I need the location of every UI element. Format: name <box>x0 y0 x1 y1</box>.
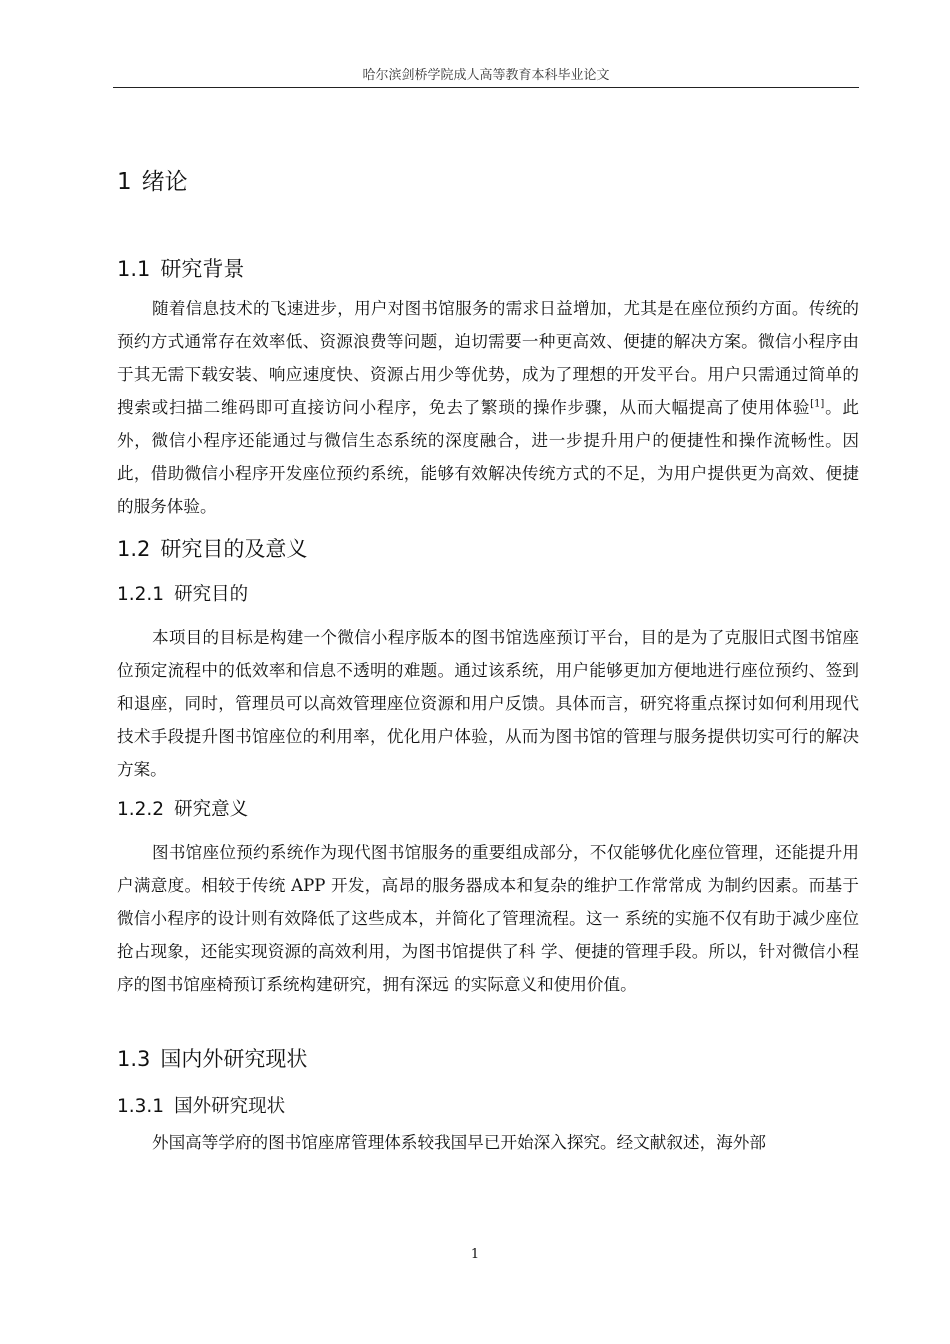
paragraph-text-part-a: 随着信息技术的飞速进步，用户对图书馆服务的需求日益增加，尤其是在座位预约方面。传统的预约方式通常存在效率低、资源浪费等问题，迫切需要一种更高效、便捷的解决方案。微信小程序由于其无需下载安装、响应速度快、资源占用少等优势，成为了理想的开发平台。用户只需通过简单的搜索或扫描二维码即可直接访问小程序，免去了繁琐的操作步骤，从而大幅提高了使用体验 <box>117 299 859 417</box>
section-number: 1.1 <box>117 257 151 281</box>
subsection-number: 1.2.1 <box>117 584 165 605</box>
subsection-title: 国外研究现状 <box>174 1096 286 1117</box>
subsection-number: 1.2.2 <box>117 799 165 820</box>
subsection-heading-1-2-2 <box>117 795 248 821</box>
running-header: 哈尔滨剑桥学院成人高等教育本科毕业论文 <box>362 68 610 83</box>
paragraph-background <box>117 292 859 523</box>
section-title: 研究目的及意义 <box>160 537 308 561</box>
subsection-title: 研究意义 <box>174 799 249 820</box>
citation-ref: [1] <box>810 398 825 410</box>
subsection-title: 研究目的 <box>174 584 249 605</box>
section-heading-1-1 <box>117 253 244 283</box>
paragraph-foreign-research: 外国高等学府的图书馆座席管理体系较我国早已开始深入探究。经文献叙述，海外部 <box>152 1133 766 1152</box>
paragraph-purpose: 本项目的目标是构建一个微信小程序版本的图书馆选座预订平台，目的是为了克服旧式图书馆座位预定流程中的低效率和信息不透明的难题。通过该系统，用户能够更加方便地进行座位预约、签到和退座，同时，管理员可以高效管理座位资源和用户反馈。具体而言，研究将重点探讨如何利用现代技术手段提升图书馆座位的利用率，优化用户体验，从而为图书馆的管理与服务提供切实可行的解决方案。 <box>117 628 859 779</box>
section-heading-1-3 <box>117 1043 307 1073</box>
section-title: 国内外研究现状 <box>160 1047 308 1071</box>
section-heading-1-2 <box>117 533 307 563</box>
subsection-number: 1.3.1 <box>117 1096 165 1117</box>
section-number: 1.2 <box>117 537 151 561</box>
paragraph-text-part-b: 。此外，微信小程序还能通过与微信生态系统的深度融合，进一步提升用户的便捷性和操作流畅性。因此，借助微信小程序开发座位预约系统，能够有效解决传统方式的不足，为用户提供更为高效、便捷的服务体验。 <box>117 398 860 516</box>
subsection-heading-1-2-1 <box>117 580 248 606</box>
paragraph-significance: 图书馆座位预约系统作为现代图书馆服务的重要组成部分，不仅能够优化座位管理，还能提升用户满意度。相较于传统 APP 开发，高昂的服务器成本和复杂的维护工作常常成 为制约因素。而基于微信小程序的设计则有效降低了这些成本，并简化了管理流程。这一 系统的实施不仅有助于减少座位抢占现象，还能实现资源的高效利用，为图书馆提供了科 学、便捷的管理手段。所以，针对微信小程序的图书馆座椅预订系统构建研究，拥有深远 的实际意义和使用价值。 <box>117 843 859 994</box>
section-number: 1.3 <box>117 1047 151 1071</box>
section-title: 研究背景 <box>160 257 245 281</box>
page-number: 1 <box>470 1247 480 1262</box>
chapter-title: 绪论 <box>141 169 188 195</box>
header-rule <box>113 87 859 88</box>
chapter-number: 1 <box>117 169 132 195</box>
chapter-heading <box>117 163 188 196</box>
subsection-heading-1-3-1 <box>117 1092 285 1118</box>
